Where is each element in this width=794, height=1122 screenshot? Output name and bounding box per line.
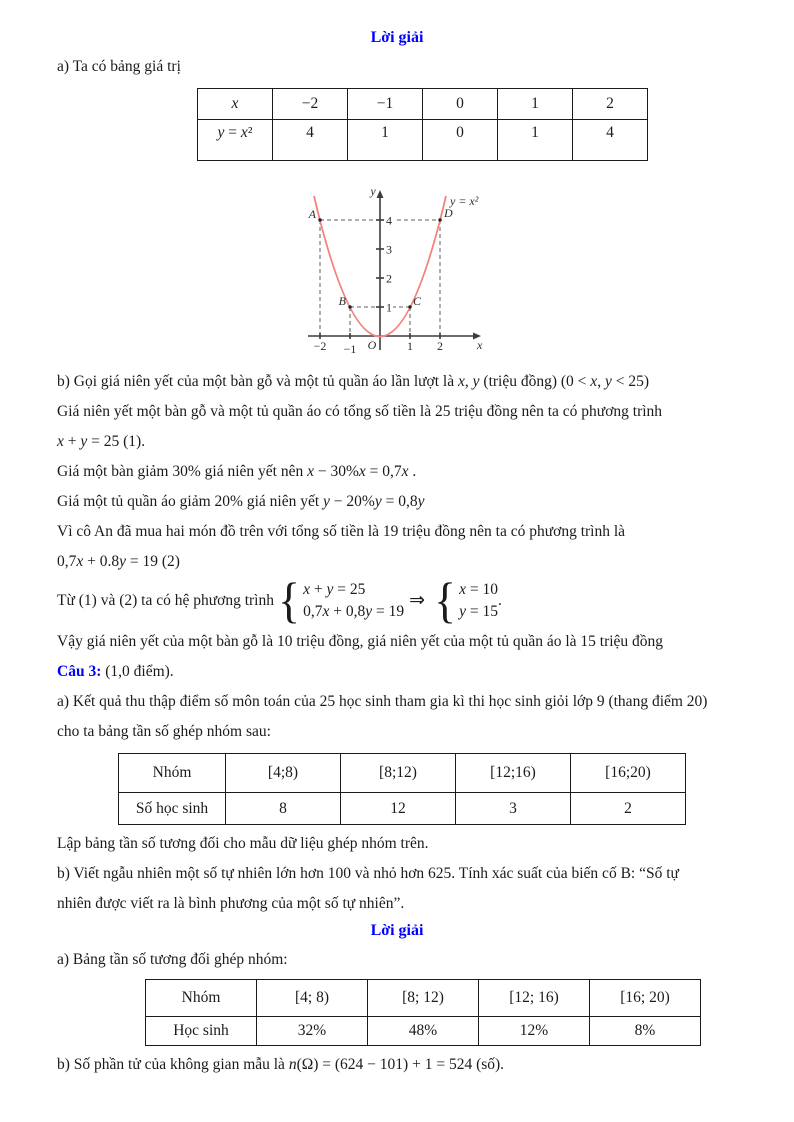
relative-table-header: [16; 20)	[590, 980, 701, 1017]
frequency-table-header: [12;16)	[456, 754, 571, 793]
system-derivation: Từ (1) và (2) ta có hệ phương trình { x + y = 25 0,7x + 0,8y = 19 ⇒ { x = 10 y = 15 .	[57, 572, 502, 628]
value-table	[197, 88, 648, 161]
frequency-table-cell: 12	[341, 793, 456, 825]
frequency-table-cell: 8	[226, 793, 341, 825]
x-tick-label: −1	[343, 342, 357, 356]
frequency-table-header: [8;12)	[341, 754, 456, 793]
cau3-b-line-2: nhiên được viết ra là bình phương của một số tự nhiên”.	[57, 895, 405, 912]
part-b-line-2: Giá niên yết một bàn gỗ và một tủ quần áo có tổng số tiền là 25 triệu đồng nên ta có phương trình	[57, 403, 663, 420]
table-row	[146, 980, 701, 1017]
cau3-heading: Câu 3: (1,0 điểm).	[57, 663, 174, 680]
x-tick-label: 1	[407, 339, 413, 353]
table-row	[198, 120, 648, 161]
part-b-line-6: Vì cô An đã mua hai món đồ trên với tổng số tiền là 19 triệu đồng nên ta có phương trình là	[57, 523, 626, 540]
system-1-eq-2: 0,7x + 0,8y = 19	[303, 603, 405, 620]
relative-table-cell: 48%	[368, 1017, 479, 1046]
y-tick-label: 4	[386, 213, 392, 228]
table-row	[119, 754, 686, 793]
part-b-conclusion: Vậy giá niên yết của một bàn gỗ là 10 triệu đồng, giá niên yết của một tủ quần áo là 15 triệu đồng	[57, 633, 664, 650]
cau3-sol-a-intro: a) Bảng tần số tương đối ghép nhóm:	[57, 951, 288, 968]
table-row	[146, 1017, 701, 1046]
value-table-cell: 4	[273, 120, 348, 161]
point-label-C: C	[413, 294, 422, 308]
value-table-cell: 0	[423, 120, 498, 161]
cau3-a-line-1: a) Kết quả thu thập điểm số môn toán của 25 học sinh tham gia kì thi học sinh giỏi lớp 9 (thang điểm 20)	[57, 693, 708, 710]
system-2-eq-2: y = 15	[459, 603, 498, 620]
relative-table-cell: 8%	[590, 1017, 701, 1046]
relative-table-header: [4; 8)	[257, 980, 368, 1017]
parabola-svg	[300, 183, 490, 363]
solution-heading-1: Lời giải	[370, 29, 424, 46]
system-2	[434, 572, 498, 628]
x-tick-label: 2	[437, 339, 443, 353]
frequency-table-header: Nhóm	[119, 754, 226, 793]
value-table-cell: x	[198, 89, 273, 120]
y-tick-label: 2	[386, 271, 392, 286]
relative-table-cell: 12%	[479, 1017, 590, 1046]
y-axis-arrow-icon	[377, 190, 384, 198]
cau3-label: Câu 3:	[57, 663, 102, 680]
cau3-a-line-2: cho ta bảng tần số ghép nhóm sau:	[57, 723, 271, 740]
part-b-line-4: Giá một bàn giảm 30% giá niên yết nên x − 30%x = 0,7x .	[57, 463, 417, 480]
x-tick-label: −2	[313, 339, 327, 353]
curve-equation-label: y = x²	[450, 194, 479, 208]
relative-table-header: [12; 16)	[479, 980, 590, 1017]
point-label-D: D	[444, 206, 453, 220]
value-table-cell: 1	[348, 120, 423, 161]
system-1-eq-1: x + y = 25	[303, 581, 366, 598]
implies-arrow-icon: ⇒	[409, 590, 426, 611]
value-table-cell: 0	[423, 89, 498, 120]
value-table-cell: 1	[498, 120, 573, 161]
y-axis-label: y	[370, 184, 376, 198]
part-a-intro: a) Ta có bảng giá trị	[57, 58, 181, 75]
part-b-line-1: b) Gọi giá niên yết của một bàn gỗ và một tủ quần áo lần lượt là x, y (triệu đồng) (0 < x, y < 25)	[57, 373, 649, 390]
relative-frequency-table	[145, 979, 701, 1046]
system-1	[277, 572, 405, 628]
relative-table-cell: 32%	[257, 1017, 368, 1046]
point-label-B: B	[338, 294, 346, 308]
left-brace-glyph: {	[434, 572, 457, 628]
left-brace-glyph: {	[277, 572, 301, 628]
frequency-table	[118, 753, 686, 825]
relative-table-header: Nhóm	[146, 980, 257, 1017]
relative-table-header: [8; 12)	[368, 980, 479, 1017]
parabola-graph	[300, 183, 490, 363]
cau3-a-line-3: Lập bảng tần số tương đối cho mẫu dữ liệu ghép nhóm trên.	[57, 835, 429, 852]
frequency-table-cell: 2	[571, 793, 686, 825]
table-row	[119, 793, 686, 825]
value-table-cell: 1	[498, 89, 573, 120]
value-table-cell: y = x²	[198, 120, 273, 161]
y-tick-label: 1	[386, 300, 392, 315]
value-table-cell: 2	[573, 89, 648, 120]
part-b-line-5: Giá một tủ quần áo giảm 20% giá niên yết y − 20%y = 0,8y	[57, 493, 425, 510]
y-tick-label: 3	[386, 242, 392, 257]
frequency-table-header: [4;8)	[226, 754, 341, 793]
cau3-b-line-1: b) Viết ngẫu nhiên một số tự nhiên lớn hơn 100 và nhỏ hơn 625. Tính xác suất của biến cố B: “Số tự	[57, 865, 679, 882]
value-table-cell: −2	[273, 89, 348, 120]
frequency-table-cell: 3	[456, 793, 571, 825]
point-label-A: A	[308, 207, 316, 221]
system-2-eq-1: x = 10	[459, 581, 498, 598]
value-table-cell: −1	[348, 89, 423, 120]
part-b-equation-2: 0,7x + 0.8y = 19 (2)	[57, 553, 180, 570]
part-b-equation-1: x + y = 25 (1).	[57, 433, 146, 450]
solution-heading-2: Lời giải	[370, 922, 424, 939]
frequency-table-header: [16;20)	[571, 754, 686, 793]
relative-table-cell: Học sinh	[146, 1017, 257, 1046]
origin-label: O	[367, 338, 377, 352]
x-axis-label: x	[477, 338, 483, 352]
table-row	[198, 89, 648, 120]
value-table-cell: 4	[573, 120, 648, 161]
frequency-table-cell: Số học sinh	[119, 793, 226, 825]
cau3-sol-b: b) Số phần tử của không gian mẫu là n(Ω) = (624 − 101) + 1 = 524 (số).	[57, 1056, 505, 1073]
